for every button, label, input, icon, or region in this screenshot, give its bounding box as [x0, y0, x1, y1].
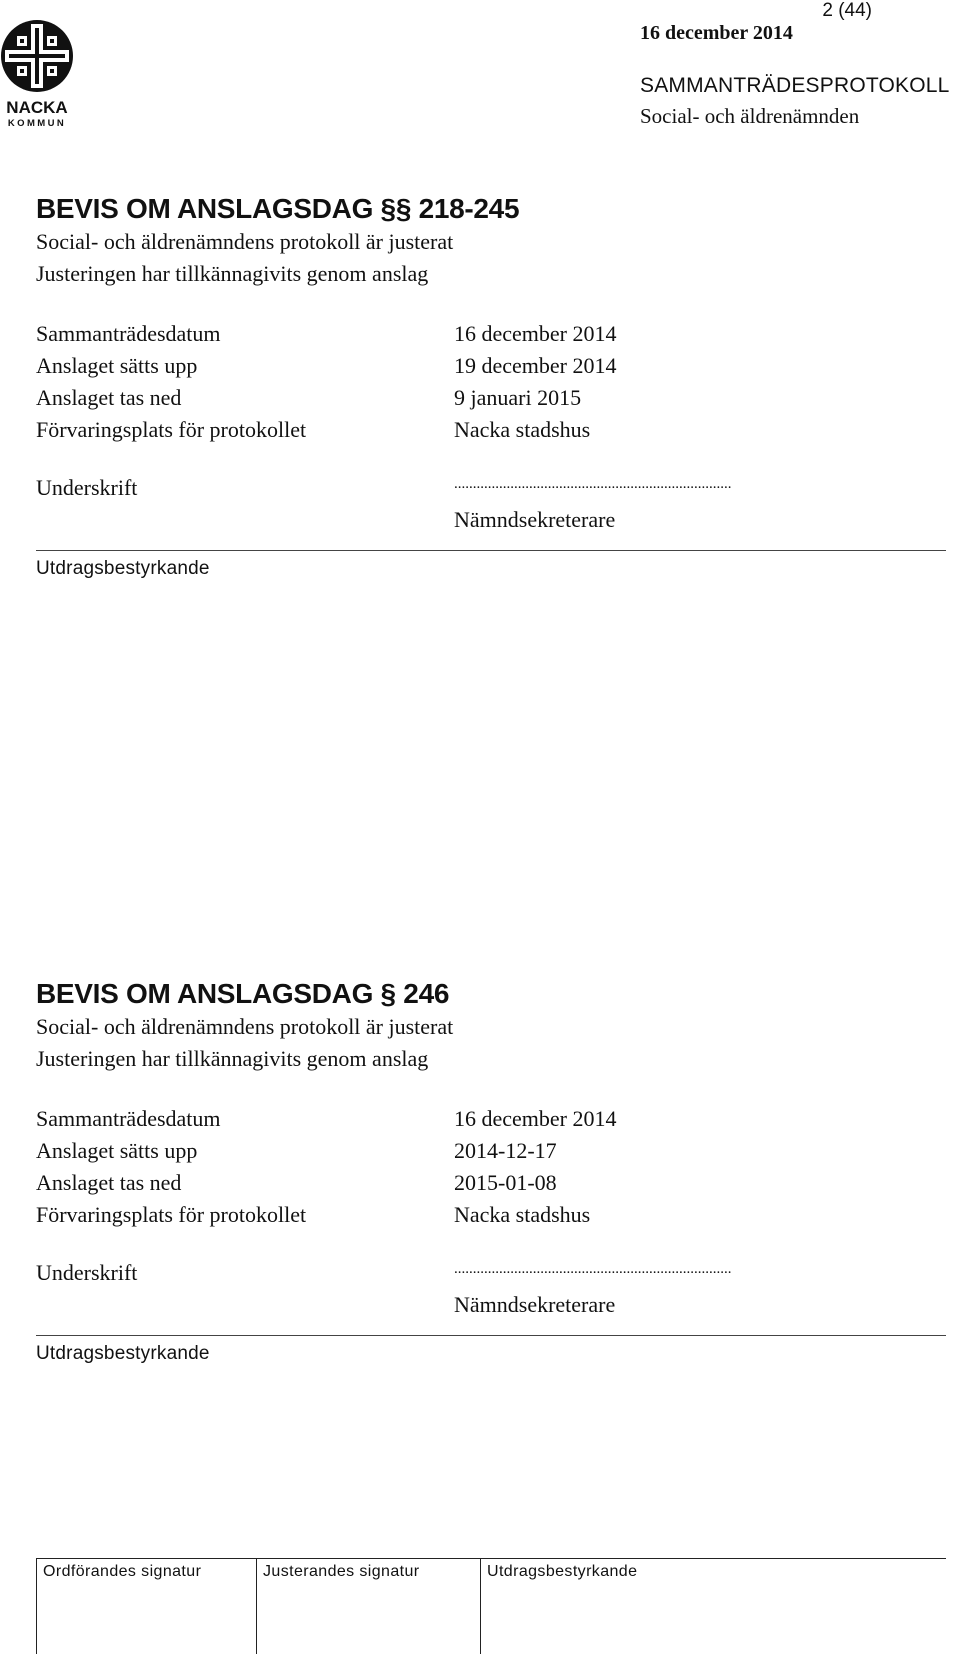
- info-label: Förvaringsplats för protokollet: [36, 1202, 307, 1227]
- section-line: Social- och äldrenämndens protokoll är justerat: [36, 1014, 454, 1039]
- signature-role-row: [36, 1289, 946, 1319]
- info-value: 2015-01-08: [454, 1170, 557, 1195]
- info-row: [36, 1167, 946, 1199]
- info-label: Anslaget sätts upp: [36, 353, 198, 378]
- divider: [36, 1335, 946, 1336]
- document-type: SAMMANTRÄDESPROTOKOLL: [640, 74, 950, 97]
- signature-row: [36, 1257, 946, 1289]
- signature-line: ..........................................................................: [454, 1261, 732, 1277]
- extract-label: Utdragsbestyrkande: [36, 558, 210, 579]
- extract-certification-label: Utdragsbestyrkande: [487, 1563, 638, 1580]
- section-title: BEVIS OM ANSLAGSDAG § 246: [36, 978, 450, 1009]
- signature-role: Nämndsekreterare: [454, 1292, 616, 1317]
- info-value: Nacka stadshus: [454, 417, 591, 442]
- nacka-kommun-logo: [0, 18, 78, 128]
- info-label: Sammanträdesdatum: [36, 1106, 221, 1131]
- chair-signature-label: Ordförandes signatur: [43, 1563, 202, 1580]
- info-row: [36, 382, 946, 414]
- notice-section-2: [36, 977, 946, 1364]
- info-label: Anslaget sätts upp: [36, 1138, 198, 1163]
- extract-certification-cell: [480, 1559, 947, 1654]
- divider: [36, 550, 946, 551]
- signature-role: Nämndsekreterare: [454, 507, 616, 532]
- signature-label: Underskrift: [36, 475, 138, 500]
- signature-label: Underskrift: [36, 1260, 138, 1285]
- svg-text:KOMMUN: KOMMUN: [7, 118, 67, 128]
- info-label: Anslaget tas ned: [36, 1170, 182, 1195]
- info-value: 9 januari 2015: [454, 385, 582, 410]
- info-label: Sammanträdesdatum: [36, 321, 221, 346]
- info-label: Förvaringsplats för protokollet: [36, 417, 307, 442]
- board-name: Social- och äldrenämnden: [640, 104, 860, 128]
- info-value: 2014-12-17: [454, 1138, 557, 1163]
- info-row: [36, 1135, 946, 1167]
- info-row: [36, 350, 946, 382]
- chair-signature-cell: [36, 1559, 259, 1654]
- signature-row: [36, 472, 946, 504]
- info-row: [36, 1103, 946, 1135]
- svg-text:NACKA: NACKA: [6, 98, 68, 117]
- info-value: 19 december 2014: [454, 353, 617, 378]
- notice-section-1: [36, 192, 946, 579]
- signature-role-row: [36, 504, 946, 534]
- section-line: Justeringen har tillkännagivits genom anslag: [36, 1046, 429, 1071]
- extract-label: Utdragsbestyrkande: [36, 1343, 210, 1364]
- info-row: [36, 318, 946, 350]
- section-line: Justeringen har tillkännagivits genom anslag: [36, 261, 429, 286]
- info-row: [36, 1199, 946, 1231]
- info-value: 16 december 2014: [454, 1106, 617, 1131]
- header-date: 16 december 2014: [640, 22, 793, 44]
- section-title: BEVIS OM ANSLAGSDAG §§ 218-245: [36, 193, 520, 224]
- signature-line: ..........................................................................: [454, 476, 732, 492]
- section-line: Social- och äldrenämndens protokoll är justerat: [36, 229, 454, 254]
- info-row: [36, 414, 946, 446]
- signature-table: [36, 1558, 946, 1654]
- info-value: 16 december 2014: [454, 321, 617, 346]
- info-label: Anslaget tas ned: [36, 385, 182, 410]
- adjuster-signature-cell: [256, 1559, 479, 1654]
- adjuster-signature-label: Justerandes signatur: [263, 1563, 420, 1580]
- info-value: Nacka stadshus: [454, 1202, 591, 1227]
- page-number: 2 (44): [822, 0, 872, 21]
